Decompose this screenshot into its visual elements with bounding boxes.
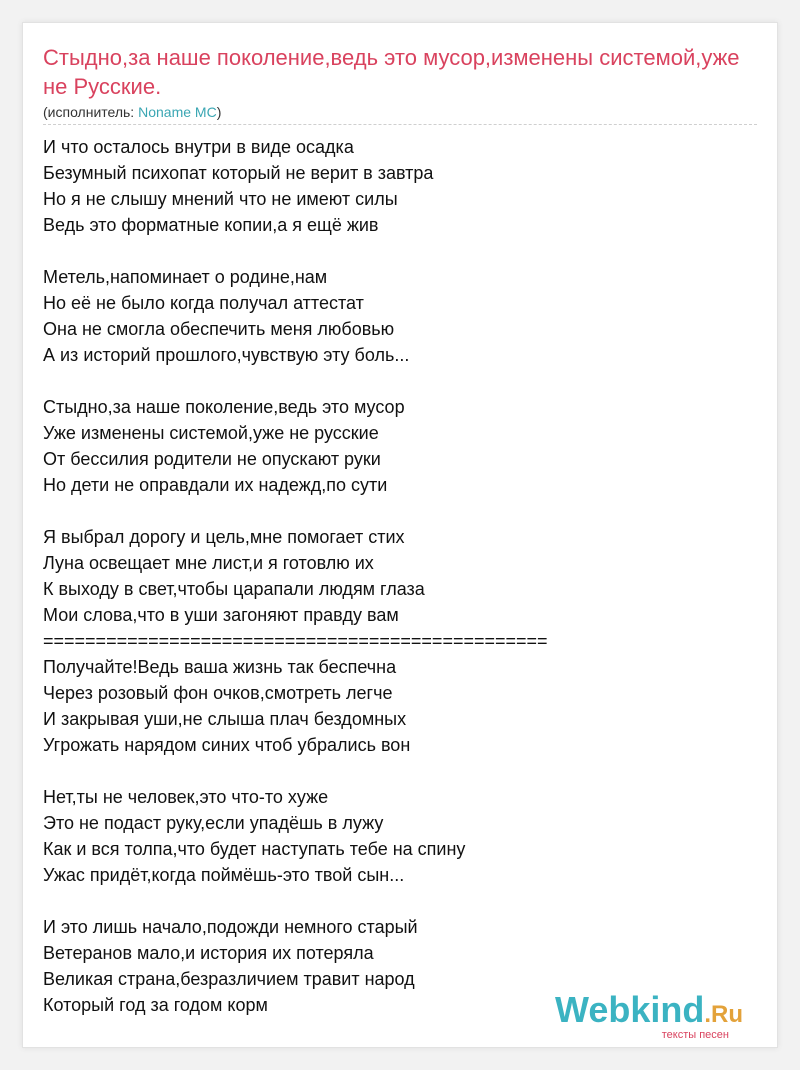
- lyric-line: И это лишь начало,подожди немного старый: [43, 917, 418, 937]
- lyric-line: Как и вся толпа,что будет наступать тебе на спину: [43, 839, 466, 859]
- lyric-line: Луна освещает мне лист,и я готовлю их: [43, 553, 374, 573]
- lyric-line: [43, 368, 753, 394]
- lyric-line: Через розовый фон очков,смотреть легче: [43, 683, 393, 703]
- lyric-line: Это не подаст руку,если упадёшь в лужу: [43, 813, 384, 833]
- lyrics-page: [22, 22, 778, 1048]
- lyric-line: Ведь это форматные копии,а я ещё жив: [43, 215, 379, 235]
- artist-prefix: (исполнитель:: [43, 104, 139, 120]
- lyric-line: Но я не слышу мнений что не имеют силы: [43, 189, 398, 209]
- lyric-line: Уже изменены системой,уже не русские: [43, 423, 379, 443]
- logo-tagline: тексты песен: [661, 1029, 729, 1041]
- lyric-line: [43, 888, 753, 914]
- logo-wordmark: [555, 991, 743, 1034]
- lyric-line: Стыдно,за наше поколение,ведь это мусор: [43, 397, 405, 417]
- artist-suffix: ): [216, 104, 222, 120]
- song-title: Стыдно,за наше поколение,ведь это мусор,изменены системой,уже не Русские.: [43, 45, 740, 99]
- lyric-line: К выходу в свет,чтобы царапали людям глаза: [43, 579, 425, 599]
- artist-line: [43, 103, 221, 121]
- lyric-line: Она не смогла обеспечить меня любовью: [43, 319, 395, 339]
- artist-link[interactable]: Noname MC: [138, 104, 217, 120]
- lyric-line: Получайте!Ведь ваша жизнь так беспечна: [43, 657, 397, 677]
- lyrics-body: [43, 134, 753, 1018]
- lyric-line: Но дети не оправдали их надежд,по сути: [43, 475, 388, 495]
- lyric-line: Угрожать нарядом синих чтоб убрались вон: [43, 735, 411, 755]
- lyric-line: Ветеранов мало,и история их потеряла: [43, 943, 374, 963]
- lyric-line: [43, 758, 753, 784]
- lyric-line: И что осталось внутри в виде осадка: [43, 137, 354, 157]
- lyric-line: Великая страна,безразличием травит народ: [43, 969, 415, 989]
- lyric-line: Метель,напоминает о родине,нам: [43, 267, 328, 287]
- lyric-line: Ужас придёт,когда поймёшь-это твой сын...: [43, 865, 405, 885]
- lyric-line: Но её не было когда получал аттестат: [43, 293, 364, 313]
- lyric-line: [43, 498, 753, 524]
- lyric-line: ================================================: [43, 631, 548, 651]
- lyric-line: От бессилия родители не опускают руки: [43, 449, 381, 469]
- logo-main-text: Webkind: [554, 989, 705, 1030]
- site-logo[interactable]: [555, 991, 743, 1041]
- lyric-line: Я выбрал дорогу и цель,мне помогает стих: [43, 527, 405, 547]
- logo-tld: .Ru: [704, 1001, 743, 1028]
- lyric-line: Мои слова,что в уши загоняют правду вам: [43, 605, 399, 625]
- lyric-line: И закрывая уши,не слыша плач бездомных: [43, 709, 407, 729]
- lyric-line: [43, 238, 753, 264]
- lyric-line: Нет,ты не человек,это что-то хуже: [43, 787, 329, 807]
- lyric-line: А из историй прошлого,чувствую эту боль...: [43, 345, 410, 365]
- title-divider: [43, 124, 757, 125]
- lyric-line: Безумный психопат который не верит в завтра: [43, 163, 434, 183]
- lyric-line: Который год за годом корм: [43, 995, 268, 1015]
